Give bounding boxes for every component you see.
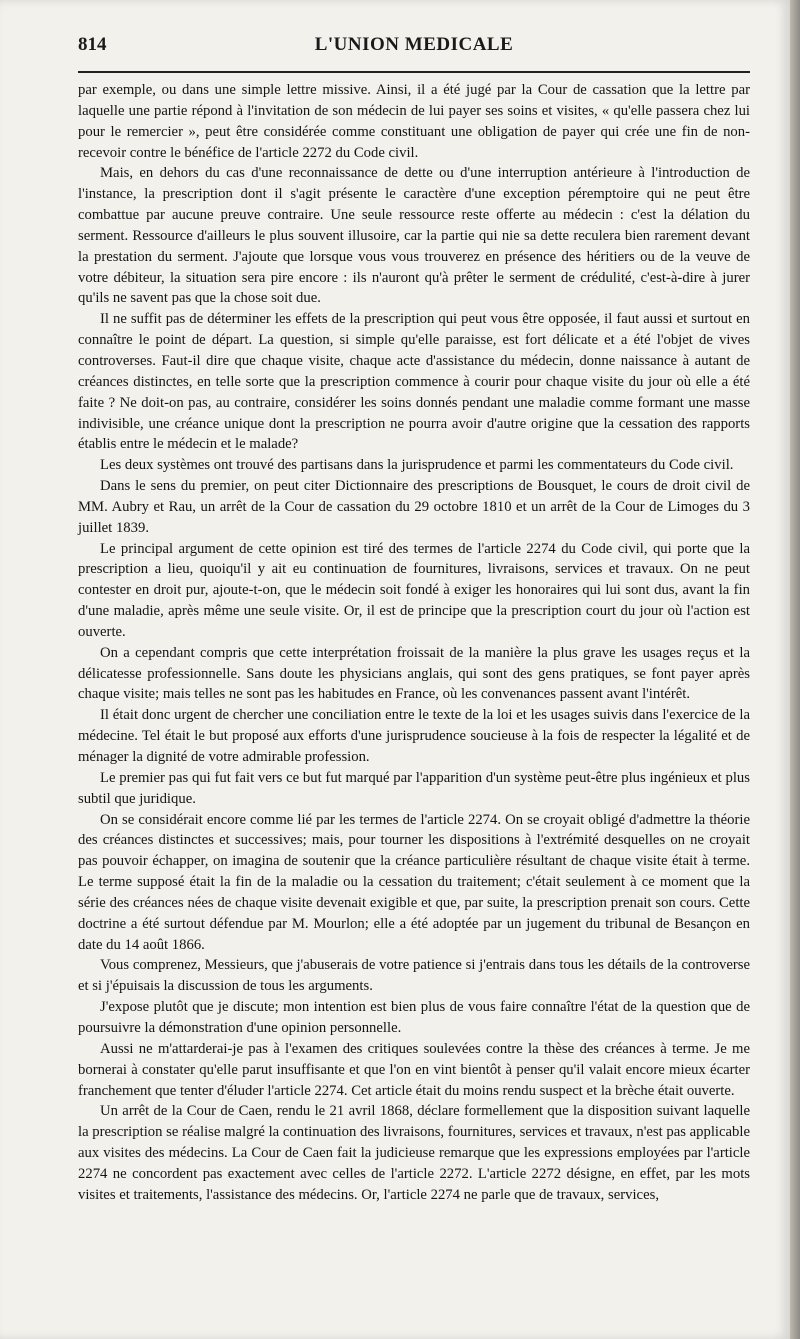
- header-rule: [78, 71, 750, 73]
- paragraph: Mais, en dehors du cas d'une reconnaissance de dette ou d'une interruption antérieure à l'introduction de l'instance, la prescription dont il s'agit présente le caractère d'une exception péremptoire qui ne peut être combattue par aucune preuve contraire. Une seule ressource reste offerte au médecin : c'est la délation du serment. Ressource d'ailleurs le plus souvent illusoire, car la partie qui nie sa dette reculera bien rarement devant la prestation du serment. J'ajoute que lorsque vous vous trouverez en présence des héritiers ou de la veuve de votre débiteur, la situation sera pire encore : ils n'auront qu'à prêter le serment de crédulité, c'est-à-dire à jurer qu'ils ne savent pas que la chose soit due.: [78, 165, 750, 307]
- paragraph: On se considérait encore comme lié par les termes de l'article 2274. On se croyait obligé d'admettre la théorie des créances distinctes et successives; mais, pour tourner les dispositions à l'extrémité desquelles on ne croyait pas pouvoir échapper, on imagina de soutenir que la créance particulière résultant de chaque visite était à terme. Le terme supposé était la fin de la maladie ou la cessation du traitement; c'était seulement à ce moment que la série des créances nées de chaque visite devenait exigible et que, par suite, la prescription prenait son cours. Cette doctrine a été surtout défendue par M. Mourlon; elle a été adoptée par un jugement du tribunal de Besançon en date du 14 août 1866.: [78, 811, 750, 953]
- paragraph: Vous comprenez, Messieurs, que j'abuserais de votre patience si j'entrais dans tous les détails de la controverse et si j'épuisais la discussion de tous les arguments.: [78, 957, 750, 995]
- paragraph: Un arrêt de la Cour de Caen, rendu le 21 avril 1868, déclare formellement que la disposition suivant laquelle la prescription se réalise malgré la continuation des livraisons, fournitures, services et travaux, n'est pas applicable aux visites des médecins. La Cour de Caen fait la judicieuse remarque que les expressions employées par l'article 2274 ne concordent pas exactement avec celles de l'article 2272. L'article 2272 désigne, en effet, par les mots visites et traitements, l'assistance des médecins. Or, l'article 2274 ne parle que de travaux, services,: [78, 1103, 750, 1203]
- paragraph: On a cependant compris que cette interprétation froissait de la manière la plus grave les usages reçus et la délicatesse professionnelle. Sans doute les physicians anglais, qui sont des gens pratiques, se font payer après chaque visite; mais telles ne sont pas les habitudes en France, où les convenances passent avant l'intérêt.: [78, 644, 750, 703]
- paragraph: Il était donc urgent de chercher une conciliation entre le texte de la loi et les usages suivis dans l'exercice de la médecine. Tel était le but proposé aux efforts d'une jurisprudence soucieuse à la fois de respecter la légalité et de ménager la dignité de votre admirable profession.: [78, 707, 750, 765]
- paragraph: par exemple, ou dans une simple lettre missive. Ainsi, il a été jugé par la Cour de cassation que la lettre par laquelle une partie répond à l'invitation de son médecin de lui payer ses soins et visites, « qu'elle passera chez lui pour le remercier », peut être considérée comme constituant une obligation de payer qui crée une fin de non-recevoir contre le bénéfice de l'article 2272 du Code civil.: [78, 82, 750, 161]
- paragraph: Les deux systèmes ont trouvé des partisans dans la jurisprudence et parmi les commentateurs du Code civil.: [100, 457, 734, 474]
- page-number: 814: [78, 34, 107, 55]
- page-edge: [790, 0, 800, 1339]
- running-head: L'UNION MEDICALE: [314, 34, 514, 55]
- body-text: [78, 80, 750, 1206]
- paragraph: Dans le sens du premier, on peut citer Dictionnaire des prescriptions de Bousquet, le cours de droit civil de MM. Aubry et Rau, un arrêt de la Cour de cassation du 29 octobre 1810 et un arrêt de la Cour de Limoges du 3 juillet 1839.: [78, 478, 750, 536]
- page-header: [78, 34, 750, 62]
- paragraph: Aussi ne m'attarderai-je pas à l'examen des critiques soulevées contre la thèse des créances à terme. Je me bornerai à constater qu'elle parut insuffisante et que l'on en vint bientôt à penser qu'il valait encore mieux écarter franchement que tenter d'éluder l'article 2274. Cet article était du moins rendu suspect et la brèche était ouverte.: [78, 1040, 750, 1099]
- paragraph: Le principal argument de cette opinion est tiré des termes de l'article 2274 du Code civil, qui porte que la prescription a lieu, quoiqu'il y ait eu continuation de fournitures, livraisons, services et travaux. On ne peut contester en droit pur, ajoute-t-on, que le médecin soit fondé à exiger les honoraires qui lui sont dus, avant la fin d'une maladie, après même une seule visite. Or, il est de principe que la prescription court du jour où l'action est ouverte.: [78, 540, 750, 640]
- paragraph: Il ne suffit pas de déterminer les effets de la prescription qui peut vous être opposée, il faut aussi et surtout en connaître le point de départ. La question, si simple qu'elle paraisse, est fort délicate et a été l'objet de vives controverses. Faut-il dire que chaque visite, chaque acte d'assistance du médecin, donne naissance à autant de créances distinctes, en telle sorte que la prescription commence à courir pour chaque visite du jour où elle a été faite ? Ne doit-on pas, au contraire, considérer les soins donnés pendant une maladie comme formant une masse indivisible, une créance unique dont la prescription ne pourra avoir d'autre origine que la cessation des rapports établis entre le médecin et le malade?: [78, 311, 750, 453]
- paragraph: Le premier pas qui fut fait vers ce but fut marqué par l'apparition d'un système peut-être plus ingénieux et plus subtil que juridique.: [78, 769, 750, 807]
- paragraph: J'expose plutôt que je discute; mon intention est bien plus de vous faire connaître l'état de la question que de poursuivre la démonstration d'une opinion personnelle.: [78, 999, 750, 1036]
